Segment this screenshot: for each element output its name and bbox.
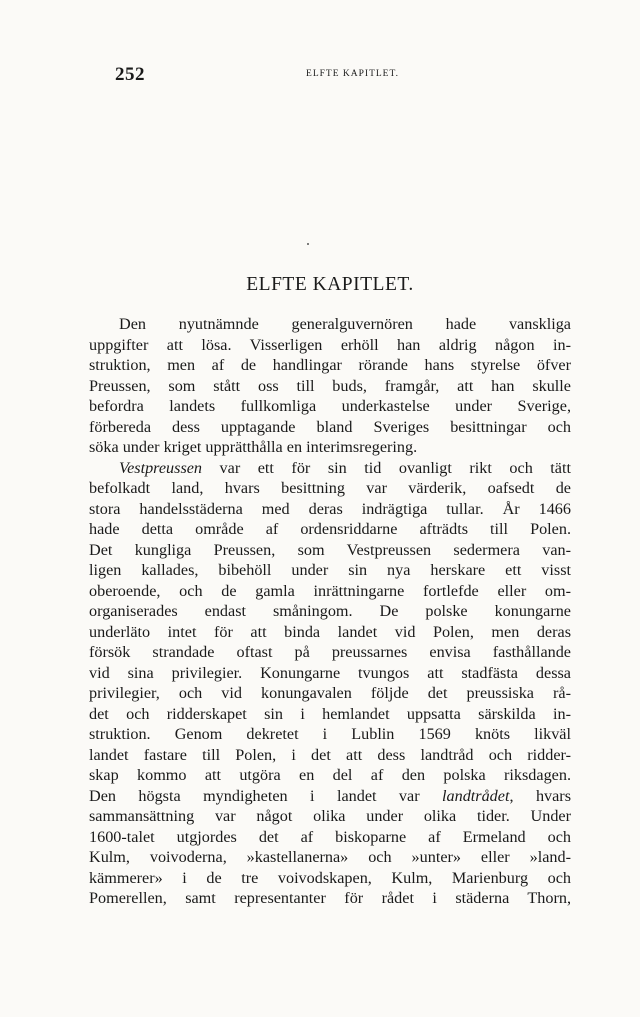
line-text: sammansättning var något olika under olika tider. Under	[89, 807, 571, 825]
text-line	[89, 601, 571, 622]
text-line	[89, 540, 571, 561]
text-line	[89, 888, 571, 909]
line-text: landet fastare till Polen, i det att dess landtråd och ridder-	[89, 745, 571, 764]
text-line	[89, 478, 571, 499]
line-text: ligen kallades, bibehöll under sin nya herskare ett visst	[89, 561, 571, 579]
text-line	[89, 396, 571, 417]
text-line	[89, 765, 571, 786]
text-line	[89, 868, 571, 889]
text-line	[89, 642, 571, 663]
text-line	[89, 806, 571, 827]
italic-term: Vestpreussen	[119, 458, 203, 477]
text-line	[89, 417, 571, 438]
running-head: ELFTE KAPITLET.	[306, 69, 399, 79]
line-text: underläto intet för att binda landet vid Polen, men deras	[89, 622, 571, 641]
line-text: förbereda dess upptagande bland Sveriges besittningar och	[89, 417, 571, 436]
text-line	[89, 827, 571, 848]
italic-term: landtrådet	[442, 786, 510, 805]
ornament-dot	[307, 243, 309, 245]
text-line	[89, 560, 571, 581]
line-text: Preussen, som stått oss till buds, framgår, att han skulle	[89, 376, 571, 395]
text-line	[89, 663, 571, 684]
text-line	[89, 581, 571, 602]
text-line	[89, 786, 571, 807]
line-text: befordra landets fullkomliga underkastelse under Sverige,	[89, 397, 571, 415]
text-line	[89, 376, 571, 397]
text-line	[89, 704, 571, 725]
line-text: stora handelsstäderna med deras indrägtiga tullar. År 1466	[89, 499, 571, 518]
text-line	[89, 314, 571, 335]
chapter-title: ELFTE KAPITLET.	[246, 274, 414, 295]
text-line	[89, 847, 571, 868]
line-text: Det kungliga Preussen, som Vestpreussen sedermera van-	[89, 540, 571, 559]
text-line	[89, 745, 571, 766]
line-text: 1600-talet utgjordes det af biskoparne af Ermeland och	[89, 827, 571, 846]
text-line	[89, 458, 571, 479]
text-line	[89, 437, 571, 458]
line-text: försök strandade oftast på preussarnes envisa fasthållande	[89, 643, 571, 661]
text-line	[89, 519, 571, 540]
line-text: oberoende, och de gamla inrättningarne fortlefde eller om-	[89, 581, 571, 600]
text-line	[89, 499, 571, 520]
line-text: Den högsta myndigheten i landet var	[89, 786, 443, 805]
line-text: Pomerellen, samt representanter för rådet i städerna Thorn,	[89, 889, 571, 907]
line-text: organiserades endast småningom. De polske konungarne	[89, 602, 571, 620]
line-text: Den nyutnämnde generalguvernören hade vanskliga	[119, 315, 571, 333]
page-number: 252	[115, 64, 145, 85]
page-header	[115, 64, 570, 88]
text-line	[89, 622, 571, 643]
text-line	[89, 335, 571, 356]
text-line	[89, 355, 571, 376]
line-text: , hvars	[509, 786, 572, 805]
text-line	[89, 683, 571, 704]
line-text: befolkadt land, hvars besittning var värderik, oafsedt de	[89, 479, 571, 497]
line-text: söka under kriget upprätthålla en interimsregering.	[89, 438, 418, 456]
line-text: uppgifter att lösa. Visserligen erhöll han aldrig någon in-	[89, 335, 571, 354]
line-text: det och ridderskapet sin i hemlandet uppsatta särskilda in-	[89, 704, 571, 723]
line-text: hade detta område af ordensriddarne afträdts till Polen.	[89, 520, 571, 538]
line-text: Kulm, voivoderna, »kastellanerna» och »unter» eller »land-	[89, 848, 571, 866]
line-text: struktion. Genom dekretet i Lublin 1569 knöts likväl	[89, 725, 571, 743]
line-text: privilegier, och vid konungavalen följde det preussiska rå-	[89, 684, 571, 702]
body-text	[89, 314, 571, 909]
line-text: struktion, men af de handlingar rörande hans styrelse öfver	[89, 356, 571, 374]
text-line	[89, 724, 571, 745]
line-text: kämmerer» i de tre voivodskapen, Kulm, Marienburg och	[89, 868, 571, 887]
line-text: var ett för sin tid ovanligt rikt och tätt	[202, 458, 571, 477]
line-text: skap kommo att utgöra en del af den polska riksdagen.	[89, 766, 571, 784]
line-text: vid sina privilegier. Konungarne tvungos att stadfästa dessa	[89, 663, 571, 682]
